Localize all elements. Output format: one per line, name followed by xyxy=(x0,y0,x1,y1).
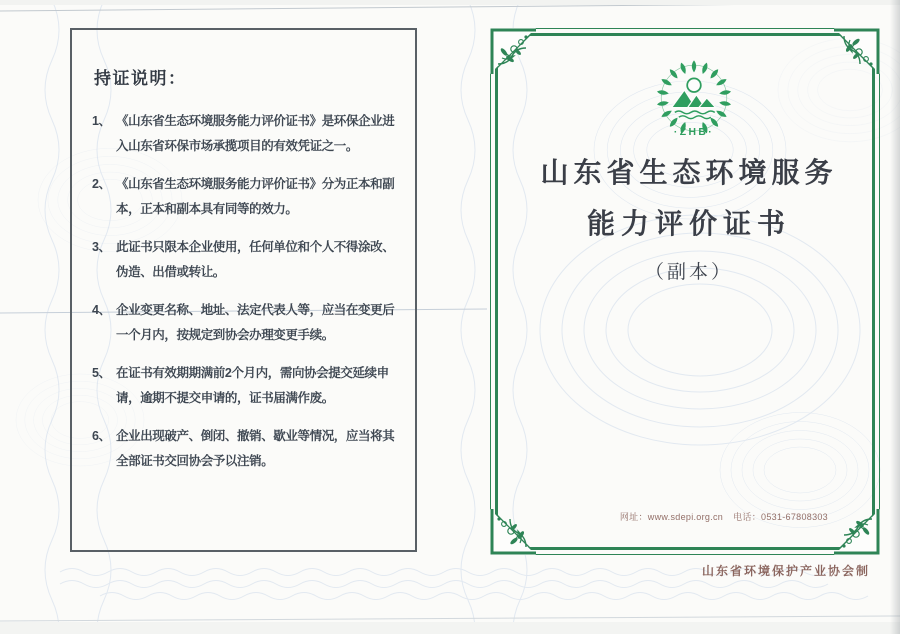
zhb-environment-logo-icon xyxy=(654,58,734,138)
item-number: 2、 xyxy=(92,177,111,191)
certificate-title-line2: 能力评价证书 xyxy=(586,208,791,239)
instruction-item xyxy=(92,109,405,159)
website-value: www.sdepi.org.cn xyxy=(647,512,724,522)
instruction-item xyxy=(92,172,405,222)
item-text: 此证书只限本企业使用，任何单位和个人不得涂改、伪造、出借或转让。 xyxy=(116,240,395,279)
logo-letters: ·ZHB· xyxy=(673,126,715,138)
copy-type-label: （副本） xyxy=(644,262,733,283)
certificate-title-line1: 山东省生态环境服务 xyxy=(540,157,838,188)
scan-right-shadow xyxy=(890,0,900,634)
instruction-item xyxy=(92,361,405,411)
certificate-cover xyxy=(490,28,880,555)
contact-info xyxy=(490,510,880,523)
water-waves-icon xyxy=(675,111,715,119)
item-text: 《山东省生态环境服务能力评价证书》是环保企业进入山东省环保市场承揽项目的有效凭证之一。 xyxy=(116,114,395,153)
instruction-item xyxy=(92,235,405,285)
item-number: 3、 xyxy=(92,240,111,254)
item-number: 4、 xyxy=(92,303,111,317)
item-number: 5、 xyxy=(92,366,111,380)
scan-bottom-edge xyxy=(0,622,900,634)
issuer-line: 山东省环境保护产业协会制 xyxy=(701,564,870,578)
item-text: 企业变更名称、地址、法定代表人等，应当在变更后一个月内，按规定到协会办理变更手续。 xyxy=(116,303,395,342)
item-text: 在证书有效期期满前2个月内，需向协会提交延续申请，逾期不提交申请的，证书届满作废。 xyxy=(116,366,389,405)
instructions-frame xyxy=(70,28,417,552)
phone-value: 0531-67808303 xyxy=(761,512,828,522)
instruction-item xyxy=(92,424,405,474)
item-text: 《山东省生态环境服务能力评价证书》分为正本和副本，正本和副本具有同等的效力。 xyxy=(116,177,395,216)
instruction-item xyxy=(92,298,405,348)
item-number: 1、 xyxy=(92,114,111,128)
item-text: 企业出现破产、倒闭、撤销、歇业等情况，应当将其全部证书交回协会予以注销。 xyxy=(116,429,395,468)
item-number: 6、 xyxy=(92,429,111,443)
sun-icon xyxy=(687,78,701,92)
phone-label: 电话： xyxy=(733,512,762,522)
instructions-title: 持证说明： xyxy=(94,69,187,88)
website-label: 网址： xyxy=(619,512,648,522)
scan-top-edge xyxy=(0,0,900,5)
